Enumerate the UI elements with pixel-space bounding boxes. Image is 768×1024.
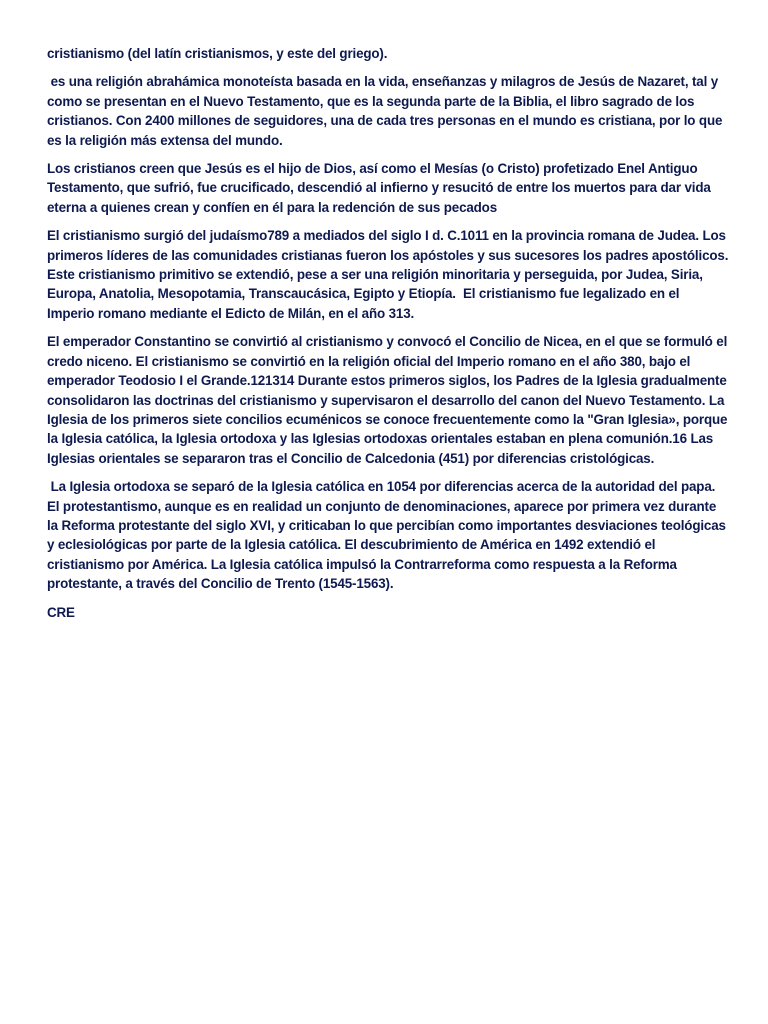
paragraph-beliefs: Los cristianos creen que Jesús es el hijo de Dios, así como el Mesías (o Cristo) profetizado Enel Antiguo Testamento, que sufrió, fue crucificado, descendió al infierno y resucitó de entre los muertos para dar vida eterna a quienes crean y confíen en él para la redención de sus pecados (47, 161, 715, 215)
paragraph-intro: cristianismo (del latín cristianismos, y este del griego). (47, 46, 388, 61)
paragraph-origins: El cristianismo surgió del judaísmo789 a mediados del siglo I d. C.1011 en la provincia romana de Judea. Los primeros líderes de las comunidades cristianas fueron los apóstoles y sus sucesores los padres apostólicos. Este cristianismo primitivo se extendió, pese a ser una religión minoritaria y perseguida, por Judea, Siria, Europa, Anatolia, Mesopotamia, Transcaucásica, Egipto y Etiopía. El cristianismo fue legalizado en el Imperio romano mediante el Edicto de Milán, en el año 313. (47, 228, 732, 321)
document-body (47, 44, 732, 631)
paragraph-schism: La Iglesia ortodoxa se separó de la Iglesia católica en 1054 por diferencias acerca de la autoridad del papa. El protestantismo, aunque es en realidad un conjunto de denominaciones, aparece por primera vez durante la Reforma protestante del siglo XVI, y criticaban lo que percibían como importantes desviaciones teológicas y eclesiológicas por parte de la Iglesia católica. El descubrimiento de América en 1492 extendió el cristianismo por América. La Iglesia católica impulsó la Contrarreforma como respuesta a la Reforma protestante, a través del Concilio de Trento (1545-1563). (47, 479, 730, 592)
paragraph-constantine: El emperador Constantino se convirtió al cristianismo y convocó el Concilio de Nicea, en el que se formuló el credo niceno. El cristianismo se convirtió en la religión oficial del Imperio romano en el año 380, bajo el emperador Teodosio I el Grande.121314 Durante estos primeros siglos, los Padres de la Iglesia gradualmente consolidaron las doctrinas del cristianismo y supervisaron el desarrollo del canon del Nuevo Testamento. La Iglesia de los primeros siete concilios ecuménicos se conoce frecuentemente como la "Gran Iglesia», porque la Iglesia católica, la Iglesia ortodoxa y las Iglesias ortodoxas orientales estaban en plena comunión.16 Las Iglesias orientales se separaron tras el Concilio de Calcedonia (451) por diferencias cristológicas. (47, 334, 731, 466)
paragraph-definition: es una religión abrahámica monoteísta basada en la vida, enseñanzas y milagros de Jesús de Nazaret, tal y como se presentan en el Nuevo Testamento, que es la segunda parte de la Biblia, el libro sagrado de los cristianos. Con 2400 millones de seguidores, una de cada tres personas en el mundo es cristiana, por lo que es la religión más extensa del mundo. (47, 74, 726, 148)
paragraph-fragment: CRE (47, 604, 75, 620)
